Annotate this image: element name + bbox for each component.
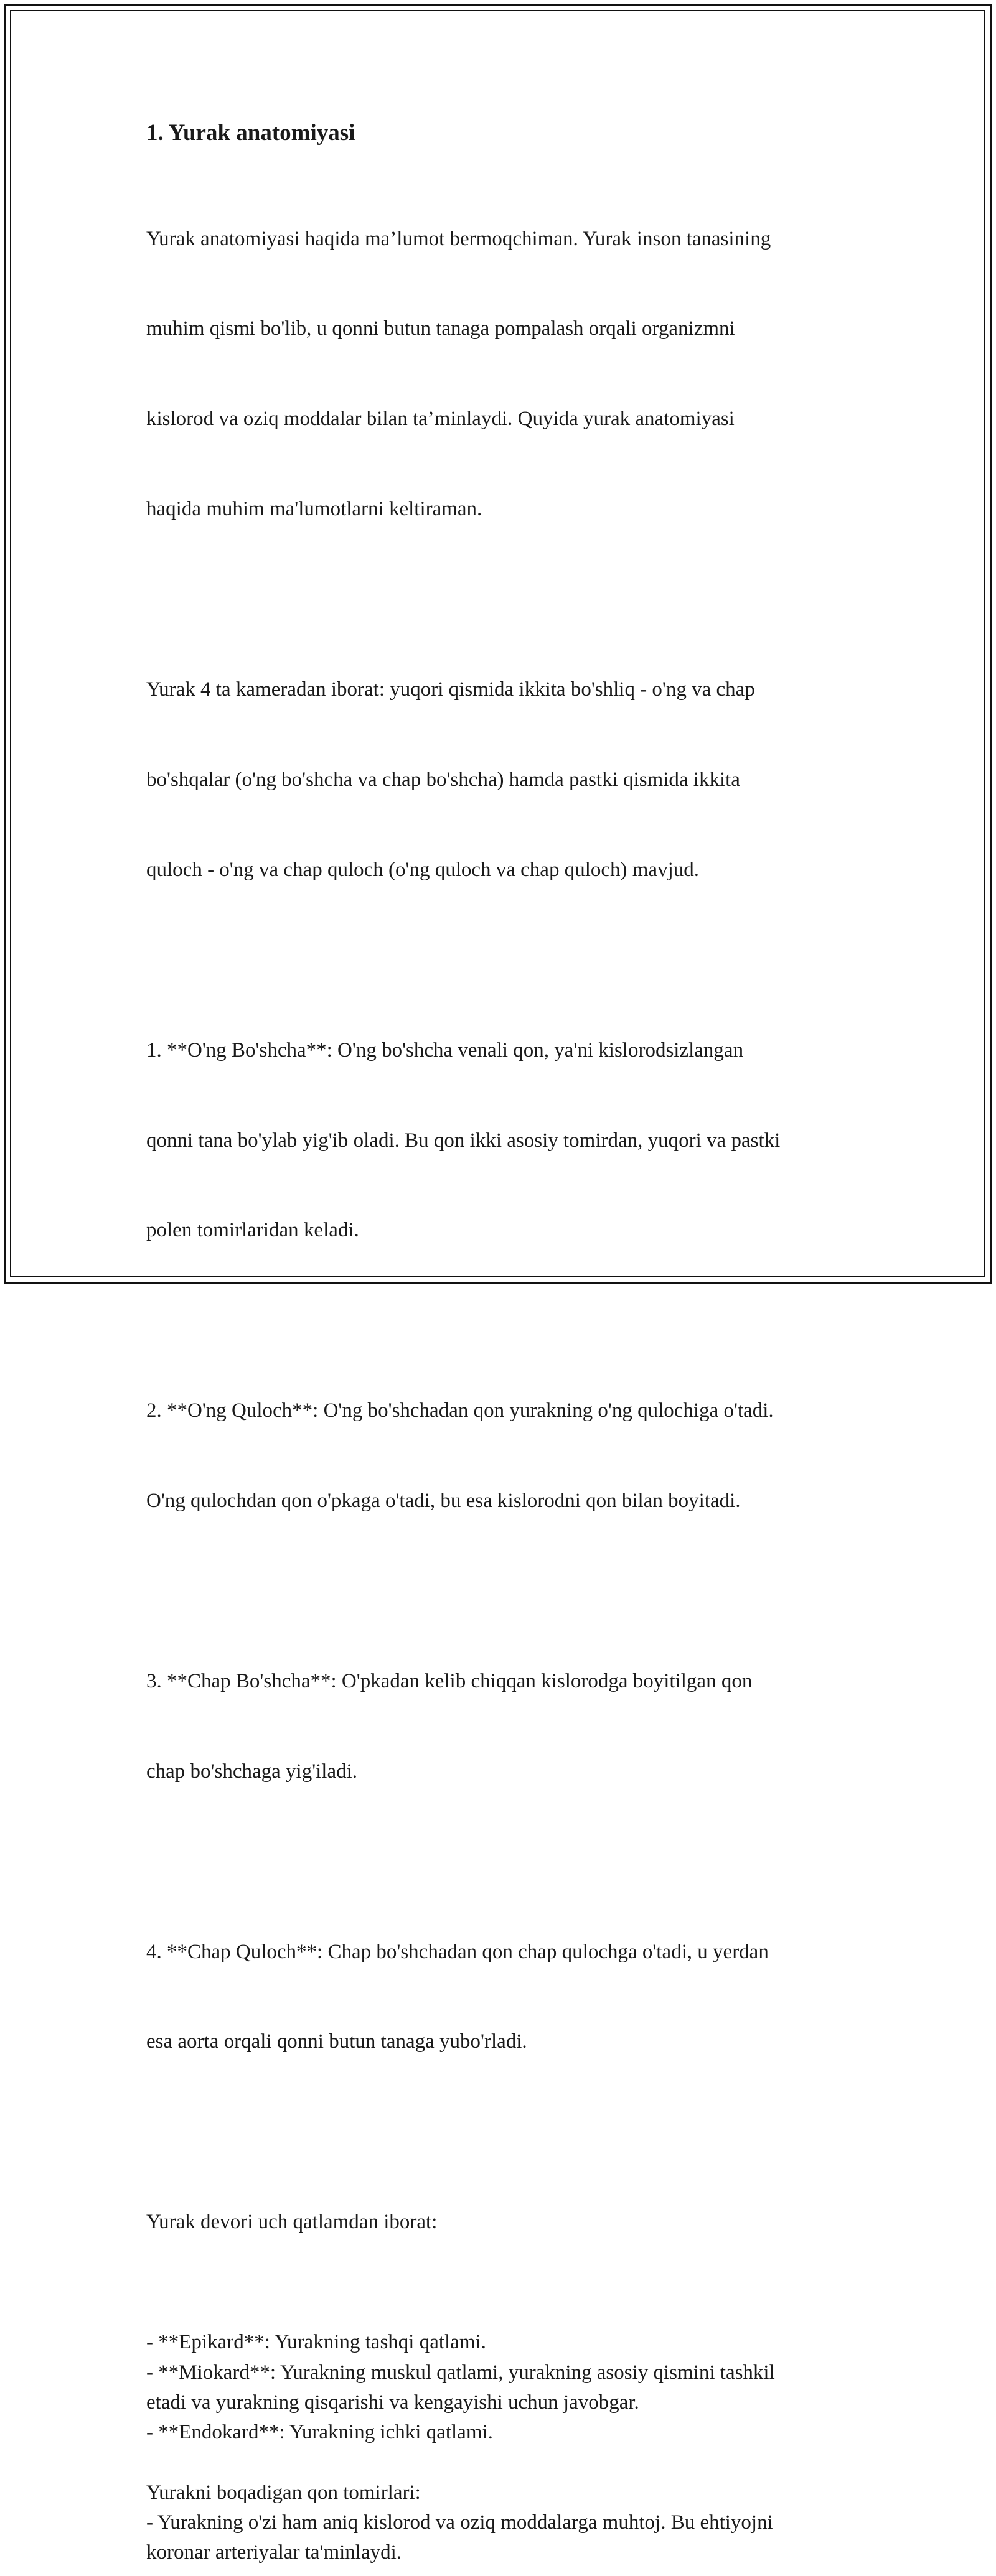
text-line: chap bo'shchaga yig'iladi. — [146, 1760, 358, 1783]
coronary-section — [146, 2478, 862, 2568]
text-line: 4. **Chap Quloch**: Chap bo'shchadan qon chap qulochga o'tadi, u yerdan — [146, 1940, 769, 1963]
list-item: - **Epikard**: Yurakning tashqi qatlami. — [146, 2331, 486, 2354]
text-line: Yurakni boqadigan qon tomirlari: — [146, 2481, 421, 2504]
text-line: esa aorta orqali qonni butun tanaga yubo'rladi. — [146, 2030, 527, 2053]
text-line: qonni tana bo'ylab yig'ib oladi. Bu qon ikki asosiy tomirdan, yuqori va pastki — [146, 1129, 781, 1152]
wall-layers-heading — [146, 2147, 862, 2297]
text-line: muhim qismi bo'lib, u qonni butun tanaga pompalash orqali organizmni — [146, 317, 735, 340]
list-item: koronar arteriyalar ta'minlaydi. — [146, 2541, 402, 2564]
list-item: - **Endokard**: Yurakning ichki qatlami. — [146, 2421, 493, 2444]
text-line: Yurak anatomiyasi haqida ma’lumot bermoqchiman. Yurak inson tanasining — [146, 227, 771, 250]
document-body — [146, 115, 862, 2576]
text-line: bo'shqalar (o'ng bo'shcha va chap bo'shcha) hamda pastki qismida ikkita — [146, 768, 740, 791]
intro-paragraph — [146, 164, 862, 584]
text-line: O'ng qulochdan qon o'pkaga o'tadi, bu esa kislorodni qon bilan boyitadi. — [146, 1490, 741, 1513]
text-line: Yurak devori uch qatlamdan iborat: — [146, 2211, 438, 2234]
list-item: - **Miokard**: Yurakning muskul qatlami, yurakning asosiy qismini tashkil — [146, 2361, 775, 2384]
list-item-right-atrium — [146, 975, 862, 1305]
text-line: 3. **Chap Bo'shcha**: O'pkadan kelib chiqqan kislorodga boyitilgan qon — [146, 1669, 753, 1692]
list-item-left-ventricle — [146, 1877, 862, 2117]
text-line: polen tomirlaridan keladi. — [146, 1219, 359, 1242]
text-line: quloch - o'ng va chap quloch (o'ng quloch va chap quloch) mavjud. — [146, 858, 699, 881]
list-item-left-atrium — [146, 1606, 862, 1846]
text-line: 2. **O'ng Quloch**: O'ng bo'shchadan qon yurakning o'ng qulochiga o'tadi. — [146, 1399, 774, 1422]
list-item: - Yurakning o'zi ham aniq kislorod va oziq moddalarga muhtoj. Bu ehtiyojni — [146, 2511, 773, 2534]
text-line: 1. **O'ng Bo'shcha**: O'ng bo'shcha venali qon, ya'ni kislorodsizlangan — [146, 1038, 744, 1062]
wall-layers-list — [146, 2327, 862, 2447]
document-title: 1. Yurak anatomiyasi — [146, 120, 355, 146]
text-line: haqida muhim ma'lumotlarni keltiraman. — [146, 498, 482, 521]
list-item-right-ventricle — [146, 1336, 862, 1576]
text-line: kislorod va oziq moddalar bilan ta’minlaydi. Quyida yurak anatomiyasi — [146, 408, 735, 431]
chambers-paragraph — [146, 614, 862, 945]
list-item: etadi va yurakning qisqarishi va kengayishi uchun javobgar. — [146, 2391, 639, 2414]
text-line: Yurak 4 ta kameradan iborat: yuqori qismida ikkita bo'shliq - o'ng va chap — [146, 678, 755, 701]
